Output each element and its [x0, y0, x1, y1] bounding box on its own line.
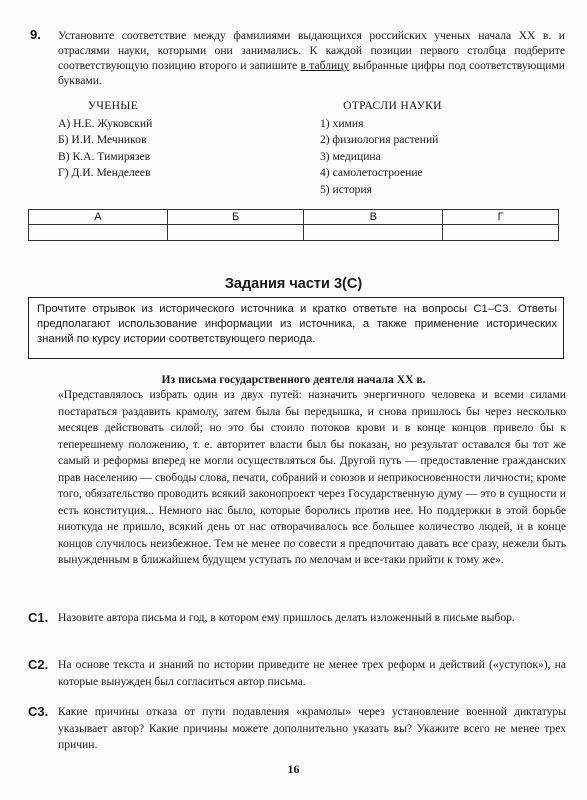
field-item: 2) физиология растений — [320, 133, 439, 146]
question-c2-label: С2. — [28, 657, 49, 672]
page-number: 16 — [287, 762, 300, 776]
answer-table-input-row — [29, 225, 559, 241]
field-item: 3) медицина — [320, 149, 381, 163]
answer-cell[interactable] — [304, 225, 443, 241]
task-9-text — [58, 28, 565, 88]
question-c1-text: Назовите автора письма и год, в котором ему пришлось делать изложенный в письме выбор. — [58, 611, 515, 624]
scientist-item: А) Н.Е. Жуковский — [58, 116, 153, 130]
source-excerpt: «Представлялось избрать один из двух путей: назначить энергичного человека и всеми силами постараться раздавить крамолу, затем была бы передышка, и снова пришлось бы через несколько месяцев действовать силой; но это бы стоило потоков крови и в конце концов привело бы к теперешнему положению, т. е. авторитет власти был бы показан, но результат оставался бы тот же самый и реформы вперед не могли осуществляться бы. Другой путь — предоставление гражданских прав населению — свободы слова, печати, собраний и союзов и неприкосновенности личности; кроме того, обязательство проводить всякий законопроект через Государственную думу — это в сущности и есть конституция... Немного нас было, которые боролись против нее. Но поддержки в этой борьбе ниоткуда не пришло, всякий день от нас отворачивалось все большее количество людей, и в конце концов случилось неизбежное. Тем не менее по совести я предпочитаю давать все сразу, нежели быть вынужденным в ближайшем будущем уступать по мелочам и все-таки прийти к тому же». — [58, 388, 566, 566]
task-9-text-b: выбранные цифры под соответствующими буквами. — [58, 59, 565, 87]
instructions-box: Прочтите отрывок из исторического источника и кратко ответьте на вопросы С1–С3. Ответы предполагают использование информации из источника, а также применение исторических знаний по курсу истории соответствующего периода. — [28, 297, 564, 359]
task-9-table-link: в таблицу — [300, 59, 350, 72]
field-item: 4) самолетостроение — [320, 166, 423, 179]
answer-cell[interactable] — [167, 225, 304, 241]
field-item: 1) химия — [320, 116, 364, 130]
scientist-item: В) К.А. Тимирязев — [58, 149, 151, 163]
question-c2-text: На основе текста и знаний по истории приведите не менее трех реформ и действий («уступок»), на которые вынужден был согласиться автор письма. — [58, 658, 566, 688]
answer-table-header: Г — [443, 210, 559, 225]
fields-column — [320, 98, 560, 198]
scientists-header: УЧЕНЫЕ — [87, 99, 139, 112]
source-title: Из письма государственного деятеля начала XX в. — [161, 373, 426, 386]
answer-table-header: Б — [167, 210, 304, 225]
answer-cell[interactable] — [29, 225, 168, 241]
task-9-text-a: Установите соответствие между фамилиями выдающихся российских ученых начала XX в. и отраслями науки, которыми они занимались. К каждой позиции первого столбца подберите соответствующую позицию второго и запишите — [58, 29, 565, 72]
scientist-item: Г) Д.И. Менделеев — [58, 166, 151, 179]
scientist-item: Б) И.И. Мечников — [58, 133, 147, 146]
task-9-number: 9. — [30, 27, 41, 42]
scientists-column — [58, 98, 298, 182]
answer-cell[interactable] — [443, 225, 559, 241]
answer-table — [28, 209, 559, 241]
question-c3-text: Какие причины отказа от пути подавления «крамолы» через установление военной диктатуры указывает автор? Какие причины можете дополнительно указать вы? Укажите всего не менее трех причин. — [58, 705, 566, 751]
answer-table-header: В — [304, 210, 443, 225]
answer-table-header: А — [29, 210, 168, 225]
question-c3-label: С3. — [28, 704, 49, 719]
question-c1-label: С1. — [28, 610, 49, 625]
fields-header: ОТРАСЛИ НАУКИ — [343, 99, 442, 112]
field-item: 5) история — [320, 182, 372, 196]
answer-table-header-row — [29, 210, 559, 225]
part-3-title: Задания части 3(С) — [224, 276, 363, 292]
